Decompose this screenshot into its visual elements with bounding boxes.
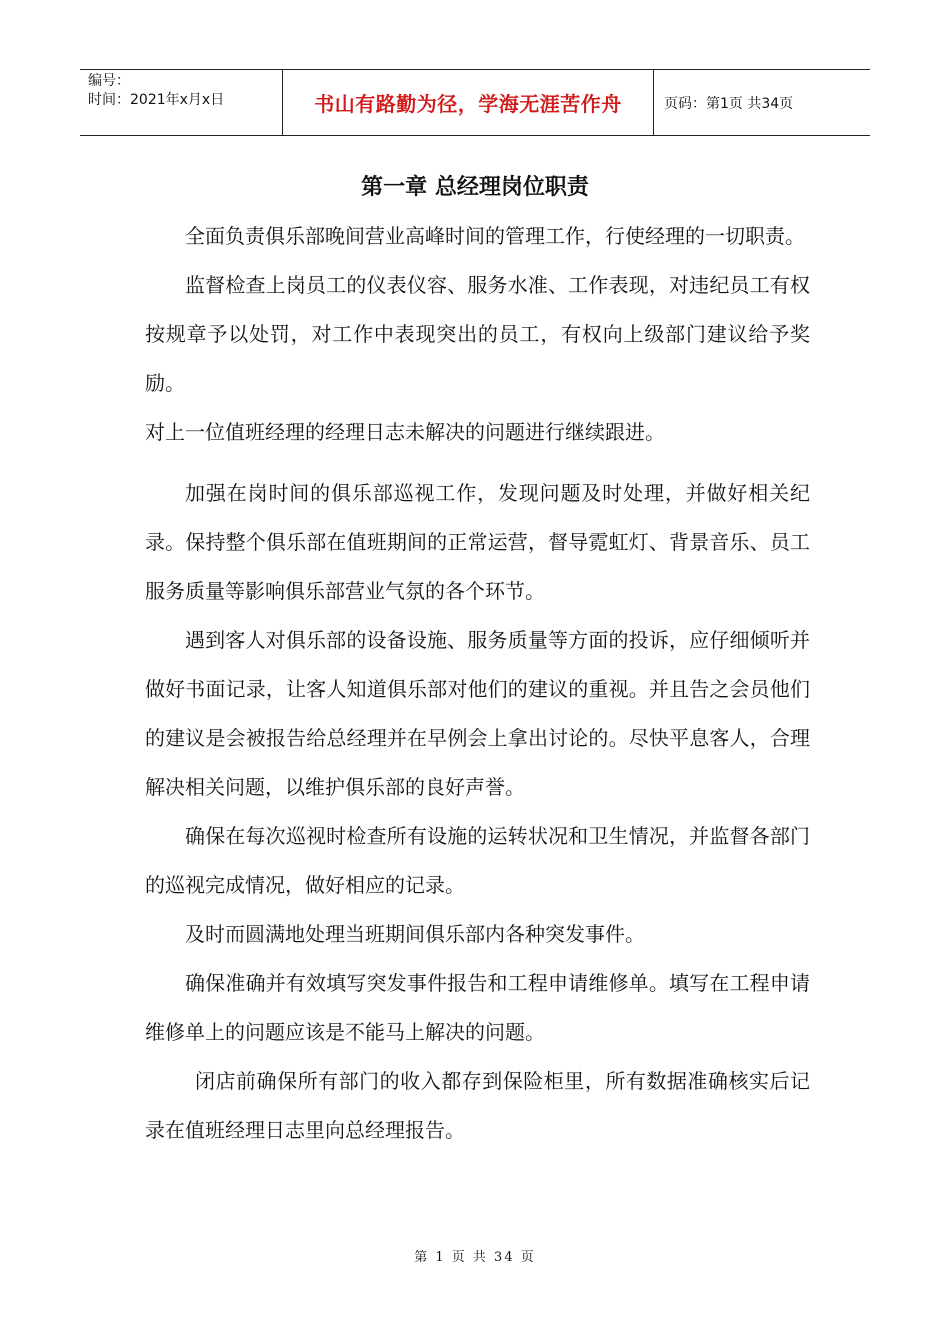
header-motto-cell bbox=[282, 70, 654, 135]
page-header bbox=[80, 69, 870, 136]
page-footer: 第 1 页 共 34 页 bbox=[414, 1250, 536, 1265]
paragraph: 遇到客人对俱乐部的设备设施、服务质量等方面的投诉，应仔细倾听并做好书面记录，让客人知道俱乐部对他们的建议的重视。并且告之会员他们的建议是会被报告给总经理并在早例会上拿出讨论的。尽快平息客人，合理解决相关问题，以维护俱乐部的良好声誉。 bbox=[145, 628, 810, 799]
header-motto: 书山有路勤为径，学海无涯苦作舟 bbox=[314, 92, 622, 116]
header-page-cell bbox=[654, 70, 870, 135]
chapter-title: 第一章 总经理岗位职责 bbox=[361, 175, 589, 200]
paragraph: 监督检查上岗员工的仪表仪容、服务水准、工作表现，对违纪员工有权按规章予以处罚，对工作中表现突出的员工，有权向上级部门建议给予奖励。 bbox=[145, 273, 810, 395]
document-number-label: 编号： bbox=[88, 73, 130, 89]
header-meta bbox=[80, 70, 282, 135]
paragraph: 全面负责俱乐部晚间营业高峰时间的管理工作，行使经理的一切职责。 bbox=[185, 224, 805, 248]
paragraph: 及时而圆满地处理当班期间俱乐部内各种突发事件。 bbox=[185, 922, 645, 946]
paragraph: 闭店前确保所有部门的收入都存到保险柜里，所有数据准确核实后记录在值班经理日志里向总经理报告。 bbox=[145, 1069, 810, 1142]
paragraph: 确保在每次巡视时检查所有设施的运转状况和卫生情况，并监督各部门的巡视完成情况，做好相应的记录。 bbox=[145, 824, 810, 897]
document-body bbox=[145, 212, 810, 1155]
paragraph: 对上一位值班经理的经理日志未解决的问题进行继续跟进。 bbox=[145, 420, 665, 444]
header-page-info: 页码：第1页 共34页 bbox=[664, 95, 794, 112]
paragraph: 加强在岗时间的俱乐部巡视工作，发现问题及时处理，并做好相关纪录。保持整个俱乐部在值班期间的正常运营，督导霓虹灯、背景音乐、员工服务质量等影响俱乐部营业气氛的各个环节。 bbox=[145, 481, 810, 603]
paragraph: 确保准确并有效填写突发事件报告和工程申请维修单。填写在工程申请维修单上的问题应该是不能马上解决的问题。 bbox=[145, 971, 810, 1044]
document-date: 时间：2021年x月x日 bbox=[88, 92, 225, 108]
